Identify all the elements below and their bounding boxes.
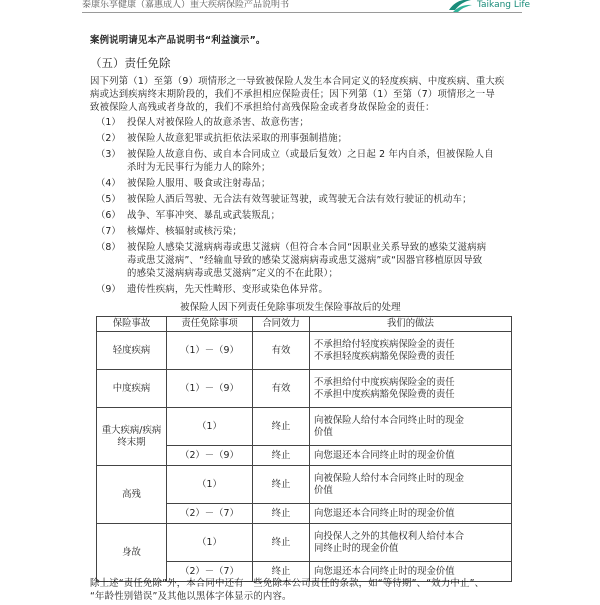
item-text: 的感染艾滋病病毒或患艾滋病”定义的不在此限）；	[127, 268, 339, 279]
table-row	[97, 466, 512, 504]
effect-cell: 终止	[253, 524, 310, 562]
column-header: 我们的做法	[310, 317, 512, 332]
item-text: 遗传性疾病，先天性畸形、变形或染色体异常。	[127, 284, 329, 295]
header-brand-name: Taikang Life	[477, 0, 531, 10]
event-line: 终末期	[117, 436, 146, 448]
effect-cell: 终止	[253, 466, 310, 504]
action-line: 向被保险人给付本合同终止时的现金	[314, 414, 465, 426]
action-line: 同终止时的现金价值	[314, 542, 399, 554]
effect-cell: 有效	[253, 370, 310, 408]
footer-note-line: 除上述“责任免除”外，本合同中还有一些免除本公司责任的条款，如“等待期”、“效力中止”、	[90, 578, 485, 589]
action-line: 不承担中度疾病豁免保险费的责任	[314, 388, 455, 400]
page-header	[0, 0, 600, 14]
items-cell: （1）	[167, 408, 253, 446]
action-line: 价值	[314, 426, 333, 438]
action-cell	[310, 466, 512, 504]
effect-cell: 有效	[253, 332, 310, 370]
items-cell: （2）－（9）	[167, 446, 253, 466]
table-row	[97, 332, 512, 370]
items-cell: （1）	[167, 524, 253, 562]
item-text: 被保险人故意自伤、或自本合同成立（或最后复效）之日起 2 年内自杀，但被保险人自	[127, 149, 494, 160]
item-text: 被保险人服用、吸食或注射毒品；	[127, 178, 271, 189]
item-number: （1）	[96, 117, 121, 128]
effect-cell: 终止	[253, 446, 310, 466]
event-cell: 身故	[97, 524, 167, 582]
items-cell: （2）－（7）	[167, 562, 253, 582]
item-number: （5）	[96, 194, 121, 205]
item-number: （9）	[96, 284, 121, 295]
action-cell	[310, 370, 512, 408]
item-text: 核爆炸、核辐射或核污染；	[127, 226, 242, 237]
event-cell: 高残	[97, 466, 167, 524]
table-row	[97, 408, 512, 446]
action-cell: 向您退还本合同终止时的现金价值	[310, 446, 512, 466]
section-paragraph-line: 因下列第（1）至第（9）项情形之一导致被保险人发生本合同定义的轻度疾病、中度疾病、重大疾	[90, 76, 505, 87]
item-text: 杀时为无民事行为能力人的除外；	[127, 162, 271, 173]
section-title: （五）责任免除	[90, 56, 171, 70]
items-cell: （2）－（7）	[167, 504, 253, 524]
section-paragraph-line: 致被保险人高残或者身故的，我们不承担给付高残保险金或者身故保险金的责任：	[90, 102, 435, 113]
item-text: 被保险人感染艾滋病病毒或患艾滋病（但符合本合同“因职业关系导致的感染艾滋病病	[127, 242, 487, 253]
item-text: 战争、军事冲突、暴乱或武装叛乱；	[127, 210, 281, 221]
event-cell: 中度疾病	[97, 370, 167, 408]
column-header: 合同效力	[253, 317, 310, 332]
column-header: 责任免除事项	[167, 317, 253, 332]
item-number: （7）	[96, 226, 121, 237]
action-line: 向投保人之外的其他权利人给付本合	[314, 530, 465, 542]
table-title: 被保险人因下列责任免除事项发生保险事故后的处理	[180, 302, 401, 313]
action-cell: 向您退还本合同终止时的现金价值	[310, 562, 512, 582]
action-line: 不承担给付轻度疾病保险金的责任	[314, 338, 455, 350]
item-number: （2）	[96, 133, 121, 144]
action-cell: 向您退还本合同终止时的现金价值	[310, 504, 512, 524]
table-row	[97, 524, 512, 562]
event-cell: 轻度疾病	[97, 332, 167, 370]
item-number: （3）	[96, 149, 121, 160]
effect-cell: 终止	[253, 562, 310, 582]
action-line: 向被保险人给付本合同终止时的现金	[314, 472, 465, 484]
item-text: 被保险人酒后驾驶、无合法有效驾驶证驾驶，或驾驶无合法有效行驶证的机动车；	[127, 194, 472, 205]
action-cell	[310, 524, 512, 562]
event-line: 重大疾病/疾病	[101, 424, 162, 436]
action-cell	[310, 408, 512, 446]
item-number: （4）	[96, 178, 121, 189]
items-cell: （1）－（9）	[167, 370, 253, 408]
item-text: 投保人对被保险人的故意杀害、故意伤害；	[127, 117, 309, 128]
items-cell: （1）－（9）	[167, 332, 253, 370]
event-cell	[97, 408, 167, 466]
item-text: 被保险人故意犯罪或抗拒依法采取的刑事强制措施；	[127, 133, 348, 144]
table-header-row	[97, 317, 512, 332]
effect-cell: 终止	[253, 408, 310, 446]
header-divider	[82, 12, 522, 13]
item-number: （6）	[96, 210, 121, 221]
action-line: 不承担轻度疾病豁免保险费的责任	[314, 350, 455, 362]
exclusion-handling-table	[96, 316, 512, 582]
action-line: 不承担给付中度疾病保险金的责任	[314, 376, 455, 388]
table-row	[97, 370, 512, 408]
item-text: 毒或患艾滋病”、“经输血导致的感染艾滋病病毒或患艾滋病”或“因器官移植原因导致	[127, 255, 483, 266]
action-cell	[310, 332, 512, 370]
item-number: （8）	[96, 242, 121, 253]
header-doc-title: 泰康乐享健康（嘉惠成人）重大疾病保险产品说明书	[82, 0, 290, 10]
column-header: 保险事故	[97, 317, 167, 332]
effect-cell: 终止	[253, 504, 310, 524]
items-cell: （1）	[167, 466, 253, 504]
footer-note-line: “年龄性别错误”及其他以黑体字体显示的内容。	[90, 591, 292, 602]
intro-note: 案例说明请见本产品说明书“利益演示”。	[90, 35, 266, 46]
action-line: 价值	[314, 484, 333, 496]
section-paragraph-line: 病或达到疾病终末期阶段的，我们不承担相应保险责任；因下列第（1）至第（7）项情形之一导	[90, 89, 495, 100]
